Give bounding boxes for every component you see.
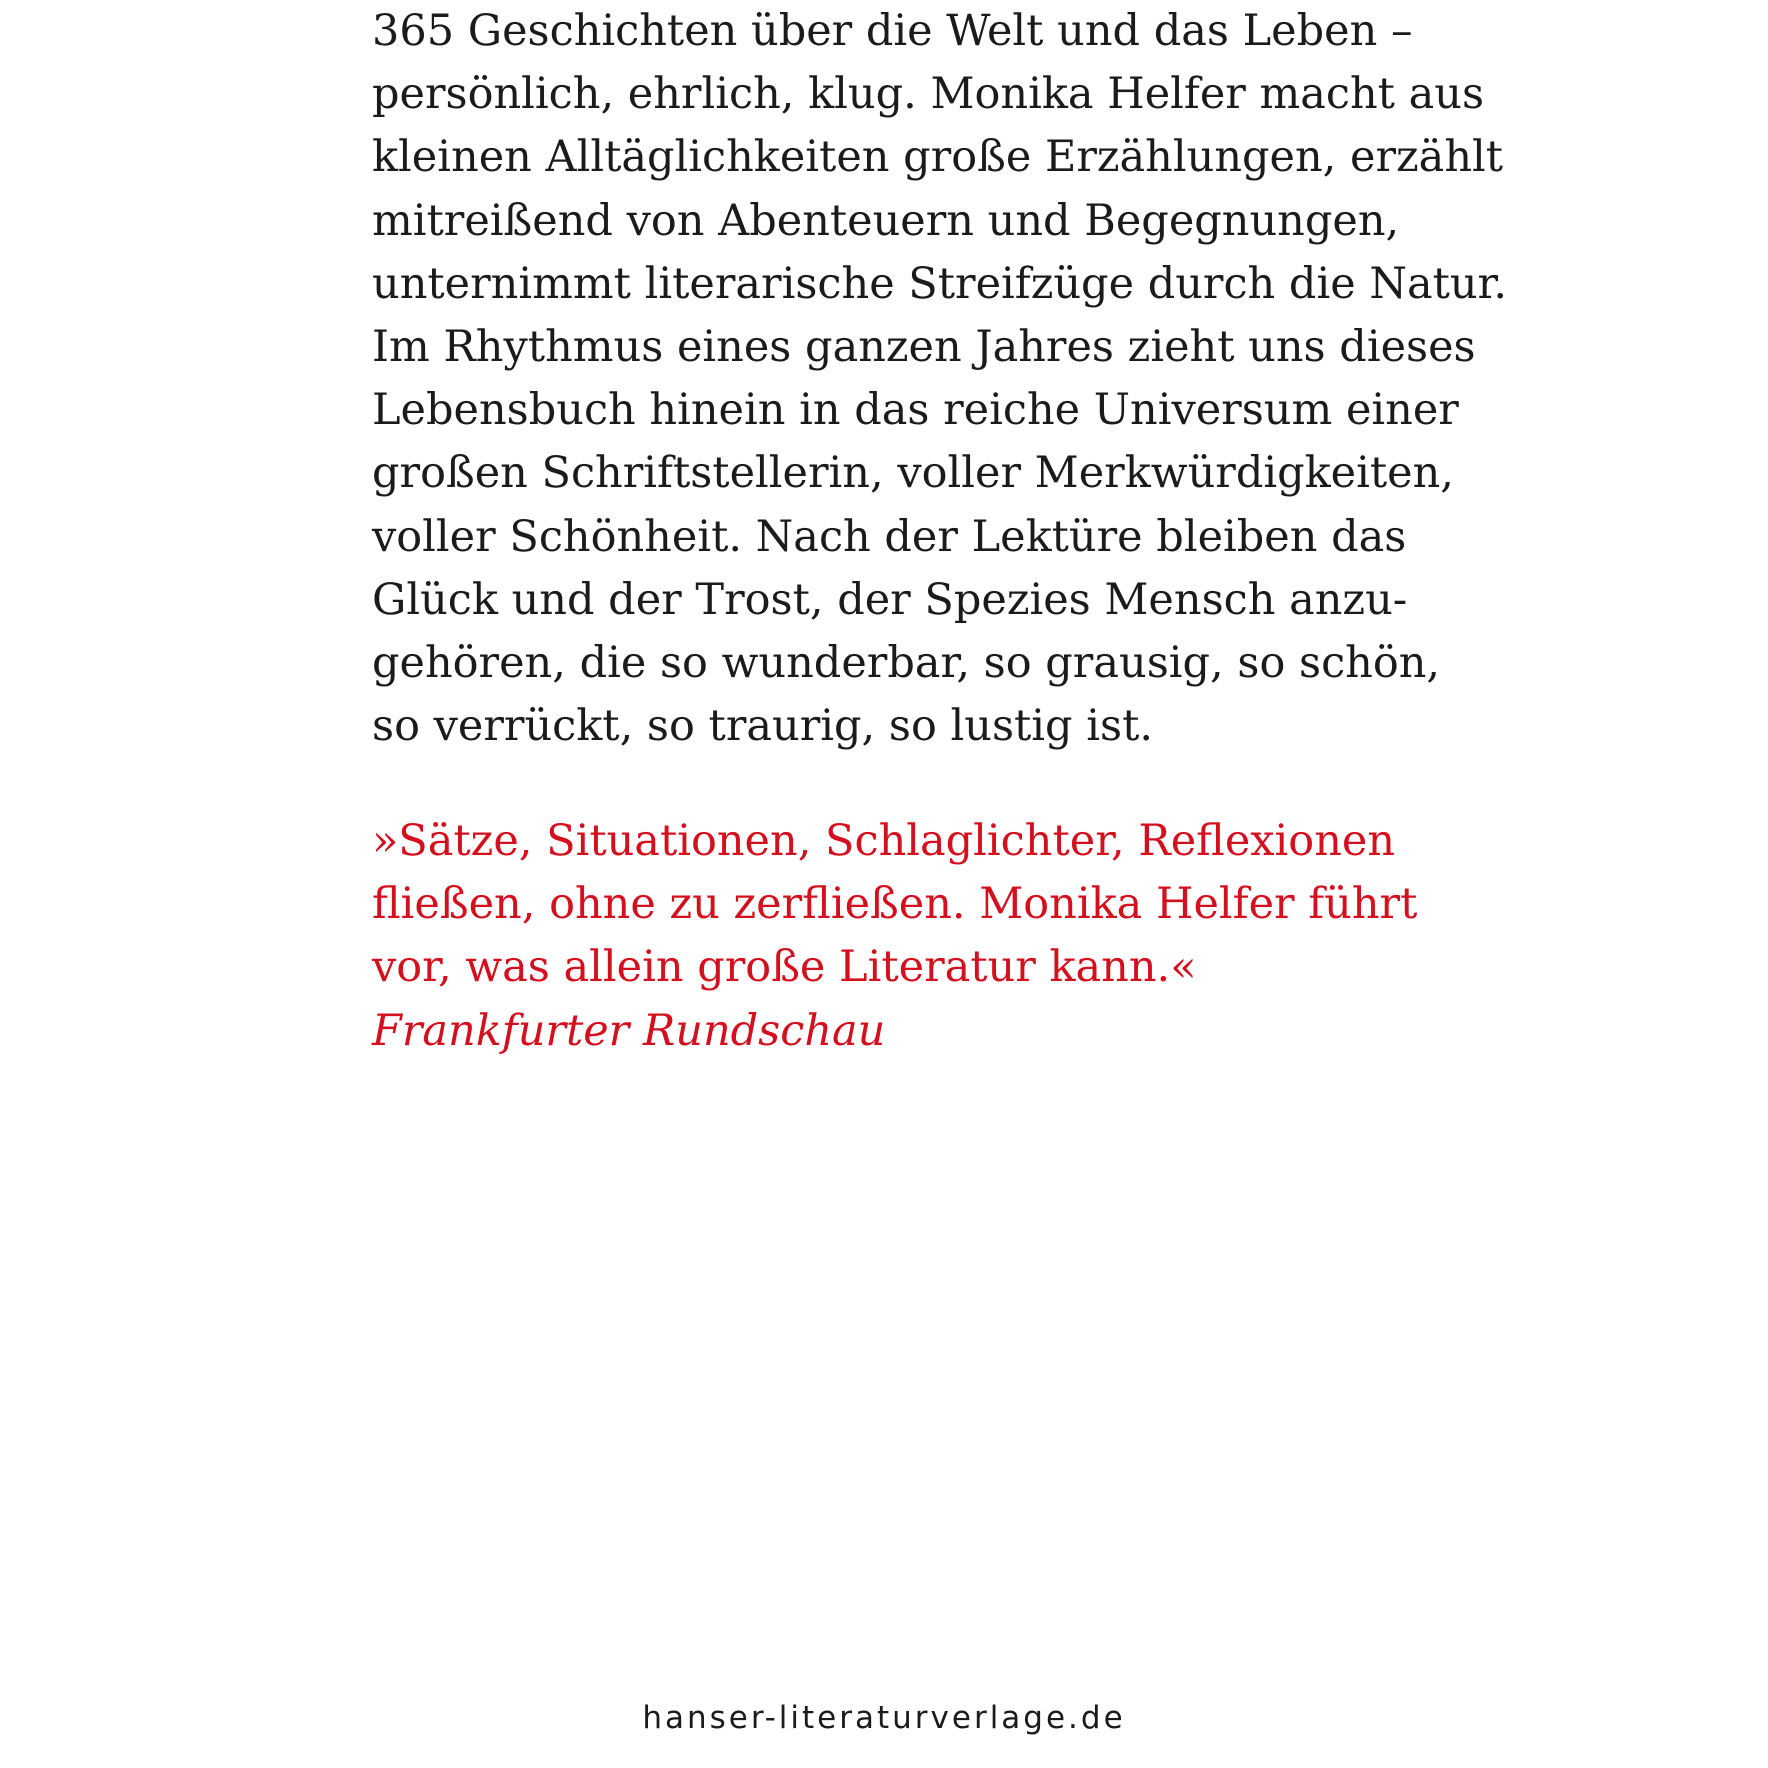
blurb-line: Im Rhythmus eines ganzen Jahres zieht uns dieses xyxy=(372,322,1476,373)
publisher-website[interactable]: hanser-literaturverlage.de xyxy=(642,1700,1126,1736)
blurb-line: mitreißend von Abenteuern und Begegnungen, xyxy=(372,195,1400,246)
blurb-line: so verrückt, so traurig, so lustig ist. xyxy=(372,701,1154,752)
quote-source: Frankfurter Rundschau xyxy=(372,1005,886,1056)
blurb-line: großen Schriftstellerin, voller Merkwürdigkeiten, xyxy=(372,448,1454,499)
blurb-text xyxy=(372,0,1508,758)
press-quote xyxy=(372,810,1502,1063)
blurb-line: kleinen Alltäglichkeiten große Erzählungen, erzählt xyxy=(372,132,1504,183)
blurb-line: gehören, die so wunderbar, so grausig, so schön, xyxy=(372,638,1441,689)
quote-line: vor, was allein große Literatur kann.« xyxy=(372,942,1197,993)
blurb-line: persönlich, ehrlich, klug. Monika Helfer macht aus xyxy=(372,69,1485,120)
blurb-line: 365 Geschichten über die Welt und das Leben – xyxy=(372,6,1413,56)
blurb-line: Glück und der Trost, der Spezies Mensch anzu- xyxy=(372,574,1408,625)
quote-line: »Sätze, Situationen, Schlaglichter, Reflexionen xyxy=(372,816,1396,866)
blurb-line: voller Schönheit. Nach der Lektüre bleiben das xyxy=(372,511,1407,562)
quote-line: fließen, ohne zu zerfließen. Monika Helfer führt xyxy=(372,879,1418,930)
blurb-line: unternimmt literarische Streifzüge durch die Natur. xyxy=(372,258,1508,309)
blurb-line: Lebensbuch hinein in das reiche Universum einer xyxy=(372,385,1459,436)
